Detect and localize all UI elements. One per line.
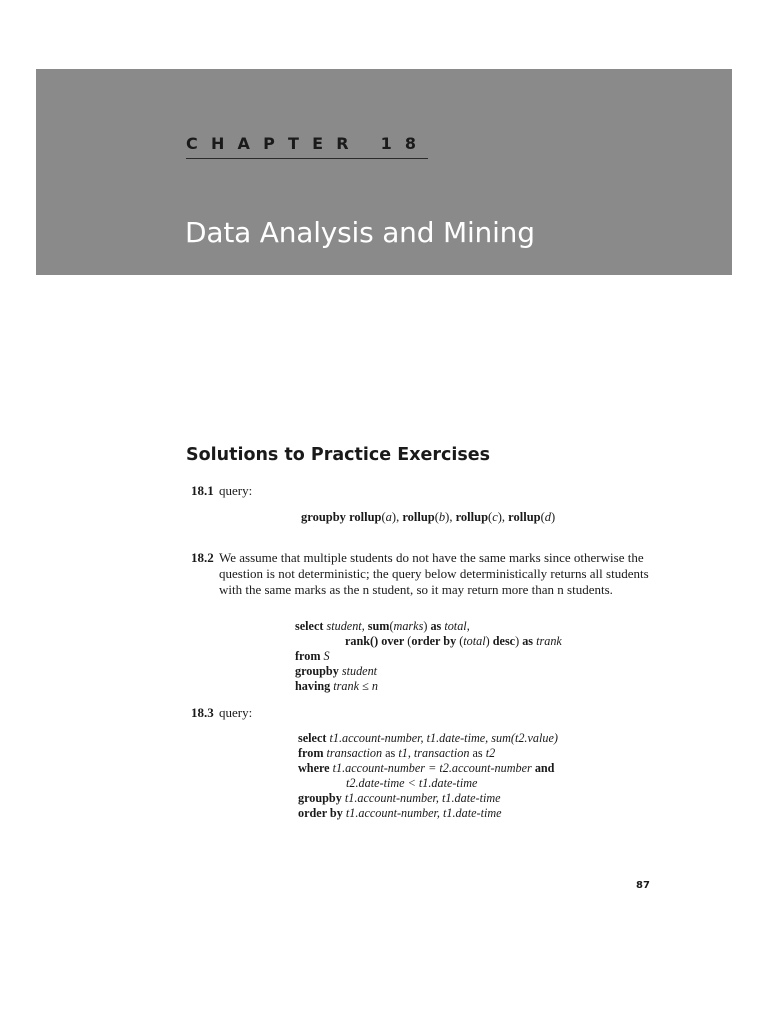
code-line: select student, sum(marks) as total, bbox=[295, 619, 470, 633]
code-keyword: and bbox=[534, 761, 555, 775]
code-variable: S bbox=[323, 649, 330, 663]
exercise-number: 18.1 bbox=[191, 483, 214, 498]
code-line bbox=[295, 649, 562, 664]
code-keyword: order by bbox=[411, 634, 457, 648]
code-line: from transaction as t1, transaction as t2 bbox=[298, 746, 496, 760]
code-variable: total bbox=[463, 634, 486, 648]
code-keyword: select bbox=[298, 731, 327, 745]
code-line bbox=[298, 731, 558, 746]
code-keyword: order by bbox=[298, 806, 343, 820]
code-keyword: select bbox=[295, 619, 324, 633]
code-variable: transaction bbox=[326, 746, 383, 760]
code-keyword: over bbox=[381, 634, 405, 648]
exercise-text: We assume that multiple students do not have the same marks since otherwise the question is not deterministic; the query below deterministically returns all students with the same marks as the n student, so it may return more than n students. bbox=[219, 550, 649, 597]
code-line bbox=[295, 664, 562, 679]
code-variable: b bbox=[438, 510, 446, 524]
code-variable: d bbox=[544, 510, 552, 524]
code-keyword: rank() bbox=[345, 634, 379, 648]
code-keyword: sum bbox=[367, 619, 390, 633]
code-variable: t2 bbox=[485, 746, 496, 760]
exercise-text: query: bbox=[219, 483, 253, 498]
code-line: rank() over (order by (total) desc) as trank bbox=[345, 634, 562, 648]
code-variable: a bbox=[385, 510, 392, 524]
chapter-title: Data Analysis and Mining bbox=[185, 216, 535, 249]
code-keyword: from bbox=[295, 649, 321, 663]
code-keyword: rollup bbox=[508, 510, 541, 524]
code-keyword: as bbox=[430, 619, 442, 633]
code-variable: marks bbox=[393, 619, 424, 633]
code-keyword: as bbox=[522, 634, 534, 648]
code-variable: transaction bbox=[413, 746, 470, 760]
code-keyword: where bbox=[298, 761, 330, 775]
code-line bbox=[298, 791, 558, 806]
code-keyword: groupby bbox=[301, 510, 346, 524]
code-keyword: rollup bbox=[402, 510, 435, 524]
section-heading: Solutions to Practice Exercises bbox=[186, 445, 491, 465]
code-variable: total bbox=[444, 619, 467, 633]
chapter-label: CHAPTER 18 bbox=[186, 134, 430, 153]
code-variable: t1.account-number, t1.date-time, sum(t2.value) bbox=[329, 731, 558, 745]
code-line bbox=[298, 776, 558, 791]
code-block: groupby rollup(a), rollup(b), rollup(c), rollup(d) bbox=[301, 510, 556, 524]
exercise-text: query: bbox=[219, 705, 253, 720]
code-keyword: as bbox=[385, 746, 396, 760]
code-variable: student bbox=[341, 664, 378, 678]
code-line bbox=[295, 679, 562, 694]
code-variable: t2.date-time < t1.date-time bbox=[346, 776, 478, 790]
code-variable: t1 bbox=[398, 746, 408, 760]
code-variable: t1.account-number = t2.account-number bbox=[332, 761, 532, 775]
code-line bbox=[298, 761, 558, 776]
code-line bbox=[298, 806, 558, 821]
exercise-number: 18.2 bbox=[191, 550, 214, 565]
code-block bbox=[298, 731, 558, 821]
code-variable: n bbox=[371, 679, 378, 693]
code-variable: t1.account-number, t1.date-time bbox=[345, 806, 502, 820]
exercise-number: 18.3 bbox=[191, 705, 214, 720]
code-variable: c bbox=[492, 510, 498, 524]
code-variable: trank bbox=[333, 679, 360, 693]
code-block bbox=[295, 619, 562, 694]
code-keyword: desc bbox=[492, 634, 516, 648]
code-keyword: as bbox=[472, 746, 483, 760]
code-keyword: rollup bbox=[349, 510, 382, 524]
code-variable: t1.account-number, t1.date-time bbox=[344, 791, 501, 805]
page-number: 87 bbox=[636, 880, 650, 891]
code-keyword: having bbox=[295, 679, 331, 693]
code-keyword: rollup bbox=[455, 510, 489, 524]
code-keyword: groupby bbox=[295, 664, 339, 678]
code-variable: trank bbox=[536, 634, 562, 648]
code-keyword: groupby bbox=[298, 791, 342, 805]
chapter-rule bbox=[186, 158, 428, 159]
code-operator: ≤ bbox=[362, 679, 369, 693]
code-variable: student bbox=[326, 619, 362, 633]
code-keyword: from bbox=[298, 746, 324, 760]
